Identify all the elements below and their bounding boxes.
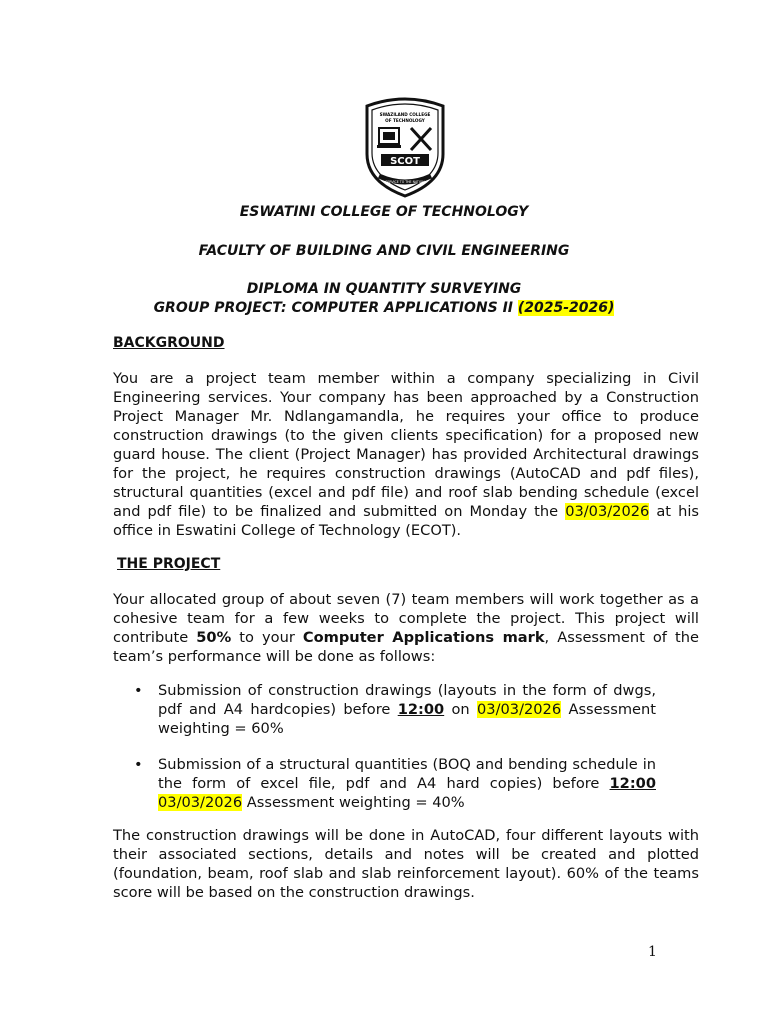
page-number: 1 bbox=[648, 944, 657, 960]
deadline-time: 12:00 bbox=[609, 775, 656, 792]
project-title bbox=[0, 300, 768, 316]
project-heading: THE PROJECT bbox=[117, 556, 221, 572]
bullet-text-3: Assessment weighting = 40% bbox=[242, 794, 465, 811]
bullet-text-3: Assessment weighting = 60% bbox=[158, 701, 657, 737]
programme-title: DIPLOMA IN QUANTITY SURVEYING bbox=[246, 281, 522, 297]
project-intro-text-3: , Assessment of the team’s performance will be done as follows: bbox=[113, 629, 699, 665]
closing-paragraph: The construction drawings will be done in AutoCAD, four different layouts with their associated sections, details and notes will be created and plotted (foundation, beam, roof slab and slab reinforcement layout). 60% of the teams score will be based on the construction drawings. bbox=[113, 827, 699, 901]
project-year-highlight: (2025-2026) bbox=[517, 300, 615, 316]
deadline-time: 12:00 bbox=[397, 701, 445, 718]
project-intro-text-2: to your bbox=[231, 629, 303, 646]
faculty-title: FACULTY OF BUILDING AND CIVIL ENGINEERING bbox=[198, 243, 570, 259]
project-title-text: GROUP PROJECT: COMPUTER APPLICATIONS II bbox=[153, 300, 518, 316]
svg-text:SCOT: SCOT bbox=[390, 156, 420, 167]
deadline-date-highlight: 03/03/2026 bbox=[158, 794, 243, 811]
svg-text:OF TECHNOLOGY: OF TECHNOLOGY bbox=[385, 118, 425, 123]
bullet-text: Submission of a structural quantities (BOQ and bending schedule in the form of excel file, pdf and A4 hard copies) before bbox=[158, 756, 656, 792]
contribution-percent: 50% bbox=[196, 629, 232, 646]
background-text: You are a project team member within a company specializing in Civil Engineering services. Your company has been approached by a Construction Project Manager Mr. Ndlangamandla, he requires your office to produce construction drawings (to the given clients specification) for a proposed new guard house. The client (Project Manager) has provided Architectural drawings for the project, he requires construction drawings (AutoCAD and pdf files), structural quantities (excel and pdf file) and roof slab bending schedule (excel and pdf file) to be finalized and submitted on Monday the bbox=[113, 370, 699, 520]
mark-label: Computer Applications mark bbox=[302, 629, 545, 646]
background-text-end: at his office in Eswatini College of Technology (ECOT). bbox=[113, 503, 699, 539]
background-paragraph bbox=[113, 369, 699, 540]
project-intro-paragraph bbox=[113, 590, 699, 666]
bullet-text: Submission of construction drawings (layouts in the form of dwgs, pdf and A4 hardcopies) before bbox=[158, 682, 656, 718]
deadline-date-highlight: 03/03/2026 bbox=[477, 701, 562, 718]
assessment-list bbox=[130, 681, 656, 812]
list-item bbox=[130, 681, 656, 738]
background-heading: BACKGROUND bbox=[113, 335, 225, 351]
bullet-text-2: on bbox=[444, 701, 478, 718]
list-item bbox=[130, 755, 656, 812]
college-logo bbox=[363, 92, 447, 202]
svg-text:SWAZILAND COLLEGE: SWAZILAND COLLEGE bbox=[379, 112, 431, 117]
submission-date-highlight: 03/03/2026 bbox=[565, 503, 650, 520]
project-intro-text: Your allocated group of about seven (7) team members will work together as a cohesive team for a few weeks to complete the project. This project will contribute bbox=[113, 591, 699, 646]
college-title: ESWATINI COLLEGE OF TECHNOLOGY bbox=[239, 204, 529, 220]
bullet-icon: • bbox=[134, 682, 143, 699]
svg-text:SERVICE TO THE NATION: SERVICE TO THE NATION bbox=[385, 180, 425, 184]
bullet-icon: • bbox=[134, 756, 143, 773]
